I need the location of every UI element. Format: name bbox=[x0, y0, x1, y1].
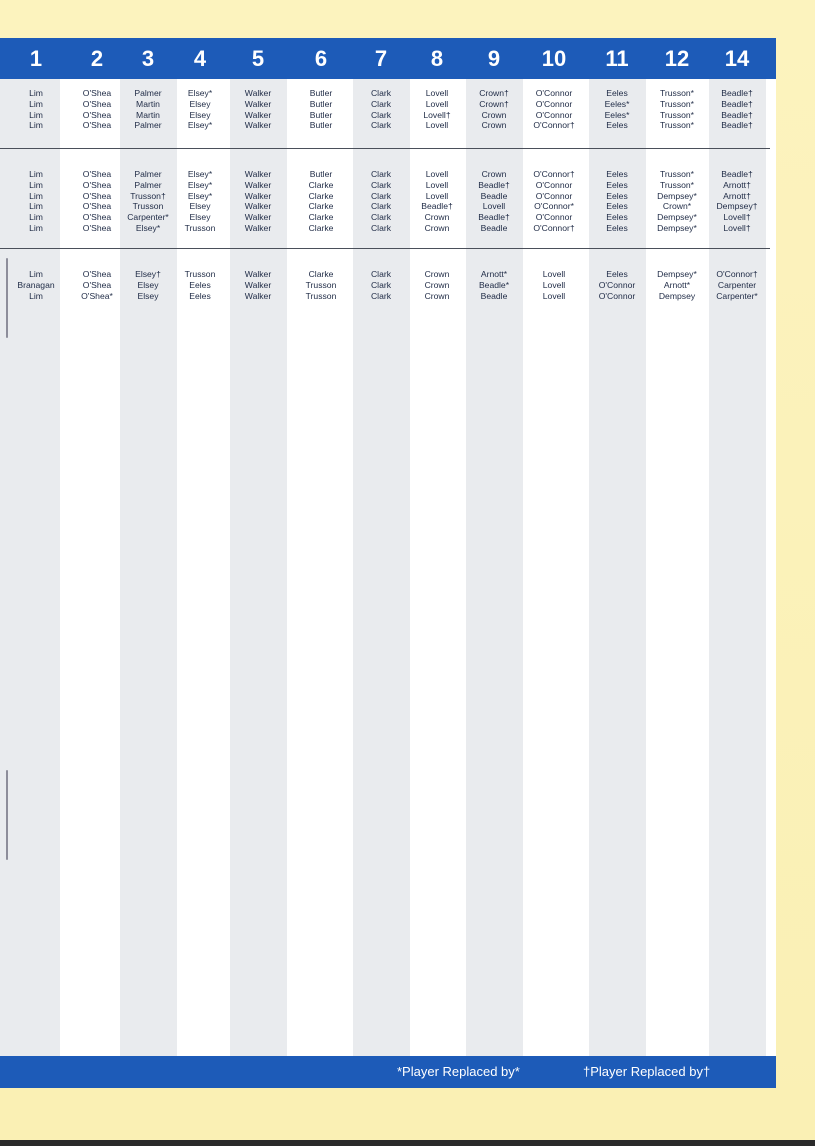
player-cell: Butler bbox=[309, 88, 333, 98]
player-cell: Walker bbox=[244, 190, 272, 201]
player-cell: Eeles bbox=[189, 290, 211, 301]
player-cell: Clark bbox=[370, 88, 392, 98]
player-cell: Lim bbox=[29, 223, 43, 233]
player-cell: Elsey* bbox=[187, 190, 213, 201]
player-cell: Lovell† bbox=[723, 212, 751, 223]
player-cell: Trusson† bbox=[130, 190, 166, 201]
player-cell: Beadle† bbox=[478, 179, 510, 190]
player-cell: Beadle bbox=[480, 223, 508, 233]
player-cell: O'Connor bbox=[535, 179, 573, 190]
player-cell: O'Shea bbox=[82, 179, 112, 190]
player-cell: O'Connor† bbox=[533, 223, 575, 233]
player-cell: Crown bbox=[424, 269, 450, 279]
player-cell: Lovell bbox=[542, 269, 566, 279]
player-cell: Lim bbox=[29, 190, 43, 201]
player-cell: Lovell bbox=[425, 98, 449, 109]
page-edge bbox=[0, 1140, 815, 1146]
player-cell: Walker bbox=[244, 212, 272, 223]
player-cell: Arnott† bbox=[723, 179, 751, 190]
player-cell: Crown† bbox=[479, 88, 509, 98]
player-cell: Butler bbox=[309, 169, 333, 179]
player-cell: O'Connor bbox=[535, 212, 573, 223]
player-cell: Arnott* bbox=[480, 269, 508, 279]
player-cell: Martin bbox=[136, 109, 160, 120]
player-cell: O'Shea bbox=[82, 98, 112, 109]
player-cell: Lovell bbox=[425, 88, 449, 98]
player-cell: Palmer bbox=[134, 169, 162, 179]
player-cell: Elsey* bbox=[187, 169, 213, 179]
player-cell: Lovell bbox=[425, 120, 449, 131]
player-cell: Walker bbox=[244, 88, 272, 98]
player-cell: Trusson bbox=[305, 290, 337, 301]
player-cell: Palmer bbox=[134, 88, 162, 98]
round-number: 2 bbox=[90, 46, 104, 71]
player-cell: Lovell bbox=[425, 179, 449, 190]
player-cell: Elsey† bbox=[135, 269, 161, 279]
player-cell: Trusson* bbox=[659, 169, 695, 179]
round-number: 10 bbox=[541, 46, 567, 71]
legend-dagger: †Player Replaced by† bbox=[583, 1064, 711, 1079]
player-cell: Eeles bbox=[189, 279, 211, 290]
player-cell: Walker bbox=[244, 169, 272, 179]
player-cell: O'Connor bbox=[535, 88, 573, 98]
player-cell: Dempsey* bbox=[657, 212, 697, 223]
player-cell: Clark bbox=[370, 98, 392, 109]
player-cell: Clarke bbox=[308, 212, 334, 223]
player-cell: Clarke bbox=[308, 179, 334, 190]
player-cell: Dempsey* bbox=[657, 223, 697, 233]
player-cell: Clark bbox=[370, 169, 392, 179]
player-cell: Walker bbox=[244, 223, 272, 233]
player-cell: Lovell bbox=[425, 190, 449, 201]
player-cell: Lim bbox=[29, 269, 43, 279]
player-cell: Lim bbox=[29, 179, 43, 190]
player-cell: Elsey* bbox=[187, 120, 213, 131]
player-cell: O'Shea bbox=[82, 120, 112, 131]
player-cell: Walker bbox=[244, 269, 272, 279]
player-cell: Elsey* bbox=[135, 223, 161, 233]
player-cell: Walker bbox=[244, 179, 272, 190]
round-number: 5 bbox=[251, 46, 265, 71]
player-cell: Crown* bbox=[662, 201, 692, 212]
player-cell: Beadle† bbox=[721, 88, 753, 98]
player-cell: Trusson bbox=[184, 223, 216, 233]
player-cell: Carpenter* bbox=[716, 290, 758, 301]
player-cell: Crown bbox=[481, 120, 507, 131]
round-number: 4 bbox=[193, 46, 207, 71]
player-cell: Eeles* bbox=[604, 98, 630, 109]
player-cell: O'Connor bbox=[535, 190, 573, 201]
player-cell: O'Shea bbox=[82, 279, 112, 290]
player-cell: Trusson* bbox=[659, 109, 695, 120]
player-cell: Clark bbox=[370, 190, 392, 201]
player-cell: Walker bbox=[244, 120, 272, 131]
player-cell: Elsey bbox=[189, 109, 211, 120]
player-cell: Eeles bbox=[606, 169, 628, 179]
player-cell: Walker bbox=[244, 109, 272, 120]
player-cell: Elsey bbox=[137, 290, 159, 301]
player-cell: Eeles bbox=[606, 269, 628, 279]
player-cell: Trusson bbox=[305, 279, 337, 290]
player-cell: Dempsey† bbox=[716, 201, 758, 212]
round-number: 11 bbox=[605, 46, 629, 71]
player-cell: Beadle† bbox=[721, 120, 753, 131]
player-cell: Trusson bbox=[132, 201, 164, 212]
player-cell: Elsey bbox=[189, 212, 211, 223]
player-cell: Lim bbox=[29, 201, 43, 212]
player-cell: Carpenter bbox=[717, 279, 757, 290]
player-cell: Eeles* bbox=[604, 109, 630, 120]
player-cell: Walker bbox=[244, 201, 272, 212]
player-cell: Eeles bbox=[606, 190, 628, 201]
player-cell: Lim bbox=[29, 290, 43, 301]
player-cell: O'Connor* bbox=[534, 201, 574, 212]
player-cell: Palmer bbox=[134, 179, 162, 190]
player-cell: Beadle bbox=[480, 290, 508, 301]
player-cell: Lim bbox=[29, 212, 43, 223]
player-cell: Arnott† bbox=[723, 190, 751, 201]
player-cell: Elsey* bbox=[187, 88, 213, 98]
round-number: 6 bbox=[314, 46, 328, 71]
player-cell: Lim bbox=[29, 109, 43, 120]
player-cell: Clark bbox=[370, 212, 392, 223]
player-cell: O'Shea bbox=[82, 169, 112, 179]
player-cell: O'Shea bbox=[82, 223, 112, 233]
player-cell: Clarke bbox=[308, 190, 334, 201]
player-cell: Arnott* bbox=[663, 279, 691, 290]
player-cell: Elsey bbox=[189, 201, 211, 212]
player-cell: Eeles bbox=[606, 179, 628, 190]
player-cell: Trusson* bbox=[659, 120, 695, 131]
player-cell: Dempsey bbox=[658, 290, 696, 301]
player-cell: Clark bbox=[370, 179, 392, 190]
player-cell: Trusson* bbox=[659, 98, 695, 109]
player-cell: O'Shea bbox=[82, 109, 112, 120]
player-cell: Trusson bbox=[184, 269, 216, 279]
player-cell: Crown bbox=[481, 169, 507, 179]
player-cell: Lim bbox=[29, 98, 43, 109]
section-divider bbox=[0, 248, 770, 249]
player-cell: Lim bbox=[29, 88, 43, 98]
player-cell: Clark bbox=[370, 279, 392, 290]
player-cell: O'Connor† bbox=[533, 120, 575, 131]
round-number: 12 bbox=[664, 46, 690, 71]
player-cell: Martin bbox=[136, 98, 160, 109]
player-cell: Beadle bbox=[480, 190, 508, 201]
player-cell: O'Shea bbox=[82, 201, 112, 212]
player-cell: Branagan bbox=[17, 279, 55, 290]
player-cell: Eeles bbox=[606, 88, 628, 98]
player-cell: Walker bbox=[244, 98, 272, 109]
player-cell: Beadle† bbox=[478, 212, 510, 223]
player-cell: Beadle† bbox=[721, 98, 753, 109]
player-cell: Clarke bbox=[308, 223, 334, 233]
player-cell: Clark bbox=[370, 201, 392, 212]
paper-scuff bbox=[6, 770, 8, 860]
player-cell: Butler bbox=[309, 120, 333, 131]
round-number: 1 bbox=[29, 46, 43, 71]
player-cell: Clark bbox=[370, 269, 392, 279]
player-cell: O'Shea bbox=[82, 212, 112, 223]
player-cell: O'Connor† bbox=[716, 269, 758, 279]
player-cell: Lovell† bbox=[723, 223, 751, 233]
section-divider bbox=[0, 148, 770, 149]
player-cell: Dempsey* bbox=[657, 190, 697, 201]
player-cell: O'Shea bbox=[82, 190, 112, 201]
player-cell: O'Connor bbox=[598, 279, 636, 290]
player-cell: Clarke bbox=[308, 269, 334, 279]
player-cell: Clarke bbox=[308, 201, 334, 212]
player-cell: Eeles bbox=[606, 120, 628, 131]
player-cell: Crown bbox=[424, 279, 450, 290]
player-cell: O'Shea bbox=[82, 88, 112, 98]
player-cell: Crown bbox=[424, 212, 450, 223]
player-cell: O'Shea bbox=[82, 269, 112, 279]
player-cell: Lovell bbox=[482, 201, 506, 212]
round-number: 8 bbox=[430, 46, 444, 71]
player-cell: Lim bbox=[29, 120, 43, 131]
player-cell: O'Connor bbox=[535, 98, 573, 109]
player-cell: Lovell bbox=[425, 169, 449, 179]
round-number: 7 bbox=[374, 46, 388, 71]
player-cell: Crown bbox=[481, 109, 507, 120]
player-cell: Clark bbox=[370, 290, 392, 301]
round-number: 3 bbox=[141, 46, 155, 71]
player-cell: Lovell† bbox=[423, 109, 451, 120]
legend-star: *Player Replaced by* bbox=[397, 1064, 520, 1079]
player-cell: Trusson* bbox=[659, 179, 695, 190]
player-cell: Butler bbox=[309, 109, 333, 120]
player-cell: O'Shea* bbox=[81, 290, 113, 301]
player-cell: O'Connor bbox=[598, 290, 636, 301]
player-cell: Beadle† bbox=[421, 201, 453, 212]
player-cell: Beadle† bbox=[721, 169, 753, 179]
player-cell: Clark bbox=[370, 223, 392, 233]
round-number: 14 bbox=[724, 46, 750, 71]
player-cell: Dempsey* bbox=[657, 269, 697, 279]
player-cell: Carpenter* bbox=[127, 212, 169, 223]
player-cell: Crown bbox=[424, 223, 450, 233]
player-cell: Clark bbox=[370, 120, 392, 131]
player-cell: Trusson* bbox=[659, 88, 695, 98]
player-cell: Lovell bbox=[542, 290, 566, 301]
player-cell: Lovell bbox=[542, 279, 566, 290]
player-cell: Elsey* bbox=[187, 179, 213, 190]
player-cell: O'Connor† bbox=[533, 169, 575, 179]
player-cell: Beadle† bbox=[721, 109, 753, 120]
player-cell: Eeles bbox=[606, 212, 628, 223]
player-cell: Crown† bbox=[479, 98, 509, 109]
round-number: 9 bbox=[487, 46, 501, 71]
player-cell: Clark bbox=[370, 109, 392, 120]
player-cell: Crown bbox=[424, 290, 450, 301]
player-cell: Walker bbox=[244, 290, 272, 301]
player-cell: Palmer bbox=[134, 120, 162, 131]
player-cell: Eeles bbox=[606, 201, 628, 212]
player-cell: Walker bbox=[244, 279, 272, 290]
player-cell: Lim bbox=[29, 169, 43, 179]
player-cell: O'Connor bbox=[535, 109, 573, 120]
player-cell: Butler bbox=[309, 98, 333, 109]
paper-scuff bbox=[6, 258, 8, 338]
player-cell: Elsey bbox=[189, 98, 211, 109]
player-cell: Elsey bbox=[137, 279, 159, 290]
player-cell: Eeles bbox=[606, 223, 628, 233]
player-cell: Beadle* bbox=[478, 279, 510, 290]
